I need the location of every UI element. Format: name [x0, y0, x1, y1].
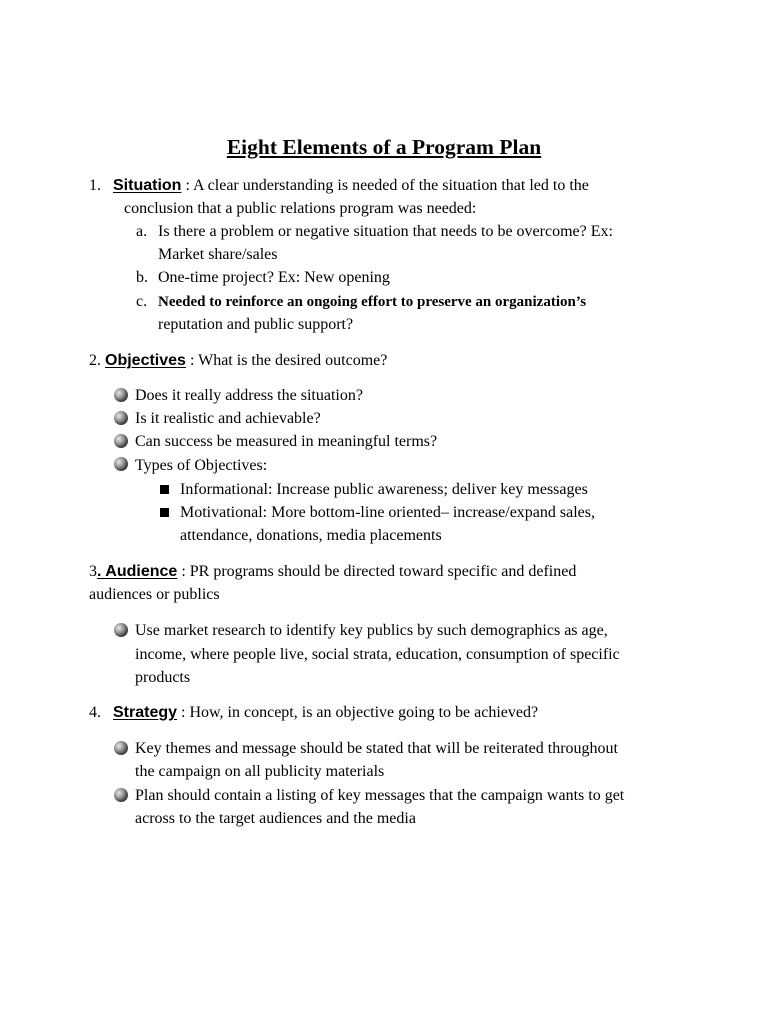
- situation-item-b-line1: One-time project? Ex: New opening: [158, 269, 390, 286]
- objectives-bullet-4: Types of Objectives:: [135, 457, 268, 474]
- objectives-text: : What is the desired outcome?: [185, 352, 388, 369]
- bullet-globe-icon: [114, 388, 128, 402]
- square-bullet-icon: [160, 508, 169, 517]
- page-title: Eight Elements of a Program Plan: [226, 135, 542, 159]
- situation-item-a-line1: Is there a problem or negative situation that needs to be overcome? Ex:: [158, 223, 613, 240]
- audience-text: : PR programs should be directed toward specific and defined: [177, 563, 577, 580]
- objectives-sub-1: Informational: Increase public awareness; deliver key messages: [180, 481, 588, 498]
- audience-bullet-line3: products: [135, 669, 191, 686]
- situation-item-c-marker: c.: [136, 293, 148, 310]
- objectives-heading: Objectives: [105, 352, 186, 369]
- situation-item-c-line1: Needed to reinforce an ongoing effort to preserve an organization’s: [158, 294, 587, 310]
- bullet-globe-icon: [114, 788, 128, 802]
- situation-line2: conclusion that a public relations program was needed:: [124, 200, 477, 217]
- strategy-text: : How, in concept, is an objective going to be achieved?: [177, 704, 539, 721]
- audience-number: 3: [89, 563, 97, 580]
- bullet-globe-icon: [114, 457, 128, 471]
- situation-item-b-marker: b.: [136, 269, 148, 286]
- objectives-sub-2-line1: Motivational: More bottom-line oriented– increase/expand sales,: [180, 504, 595, 521]
- bullet-globe-icon: [114, 741, 128, 755]
- situation-number: 1.: [89, 177, 101, 194]
- audience-heading: . Audience: [97, 563, 178, 580]
- objectives-number: 2.: [89, 352, 101, 369]
- bullet-globe-icon: [114, 434, 128, 448]
- square-bullet-icon: [160, 485, 169, 494]
- strategy-heading: Strategy: [113, 704, 178, 721]
- bullet-globe-icon: [114, 411, 128, 425]
- objectives-bullet-3: Can success be measured in meaningful terms?: [135, 433, 438, 450]
- situation-item-a-marker: a.: [136, 223, 148, 240]
- strategy-bullet-2-line2: across to the target audiences and the media: [135, 810, 416, 827]
- audience-line2: audiences or publics: [89, 586, 220, 603]
- objectives-line: [89, 351, 387, 371]
- situation-item-c-line2: reputation and public support?: [158, 316, 354, 333]
- strategy-bullet-1-line2: the campaign on all publicity materials: [135, 763, 385, 780]
- strategy-bullet-2-line1: Plan should contain a listing of key messages that the campaign wants to get: [135, 787, 625, 804]
- objectives-bullet-2: Is it realistic and achievable?: [135, 410, 321, 427]
- audience-bullet-line1: Use market research to identify key publics by such demographics as age,: [135, 622, 608, 639]
- objectives-bullet-1: Does it really address the situation?: [135, 387, 363, 404]
- strategy-number: 4.: [89, 704, 101, 721]
- situation-heading: Situation: [113, 177, 182, 194]
- audience-bullet-line2: income, where people live, social strata, education, consumption of specific: [135, 646, 620, 663]
- bullet-globe-icon: [114, 623, 128, 637]
- situation-item-a-line2: Market share/sales: [158, 246, 278, 263]
- audience-line1: [89, 562, 576, 582]
- situation-line1: [113, 176, 589, 196]
- objectives-sub-2-line2: attendance, donations, media placements: [180, 527, 442, 544]
- strategy-bullet-1-line1: Key themes and message should be stated that will be reiterated throughout: [135, 740, 618, 757]
- strategy-line: [113, 703, 538, 723]
- situation-text: : A clear understanding is needed of the situation that led to the: [181, 177, 589, 194]
